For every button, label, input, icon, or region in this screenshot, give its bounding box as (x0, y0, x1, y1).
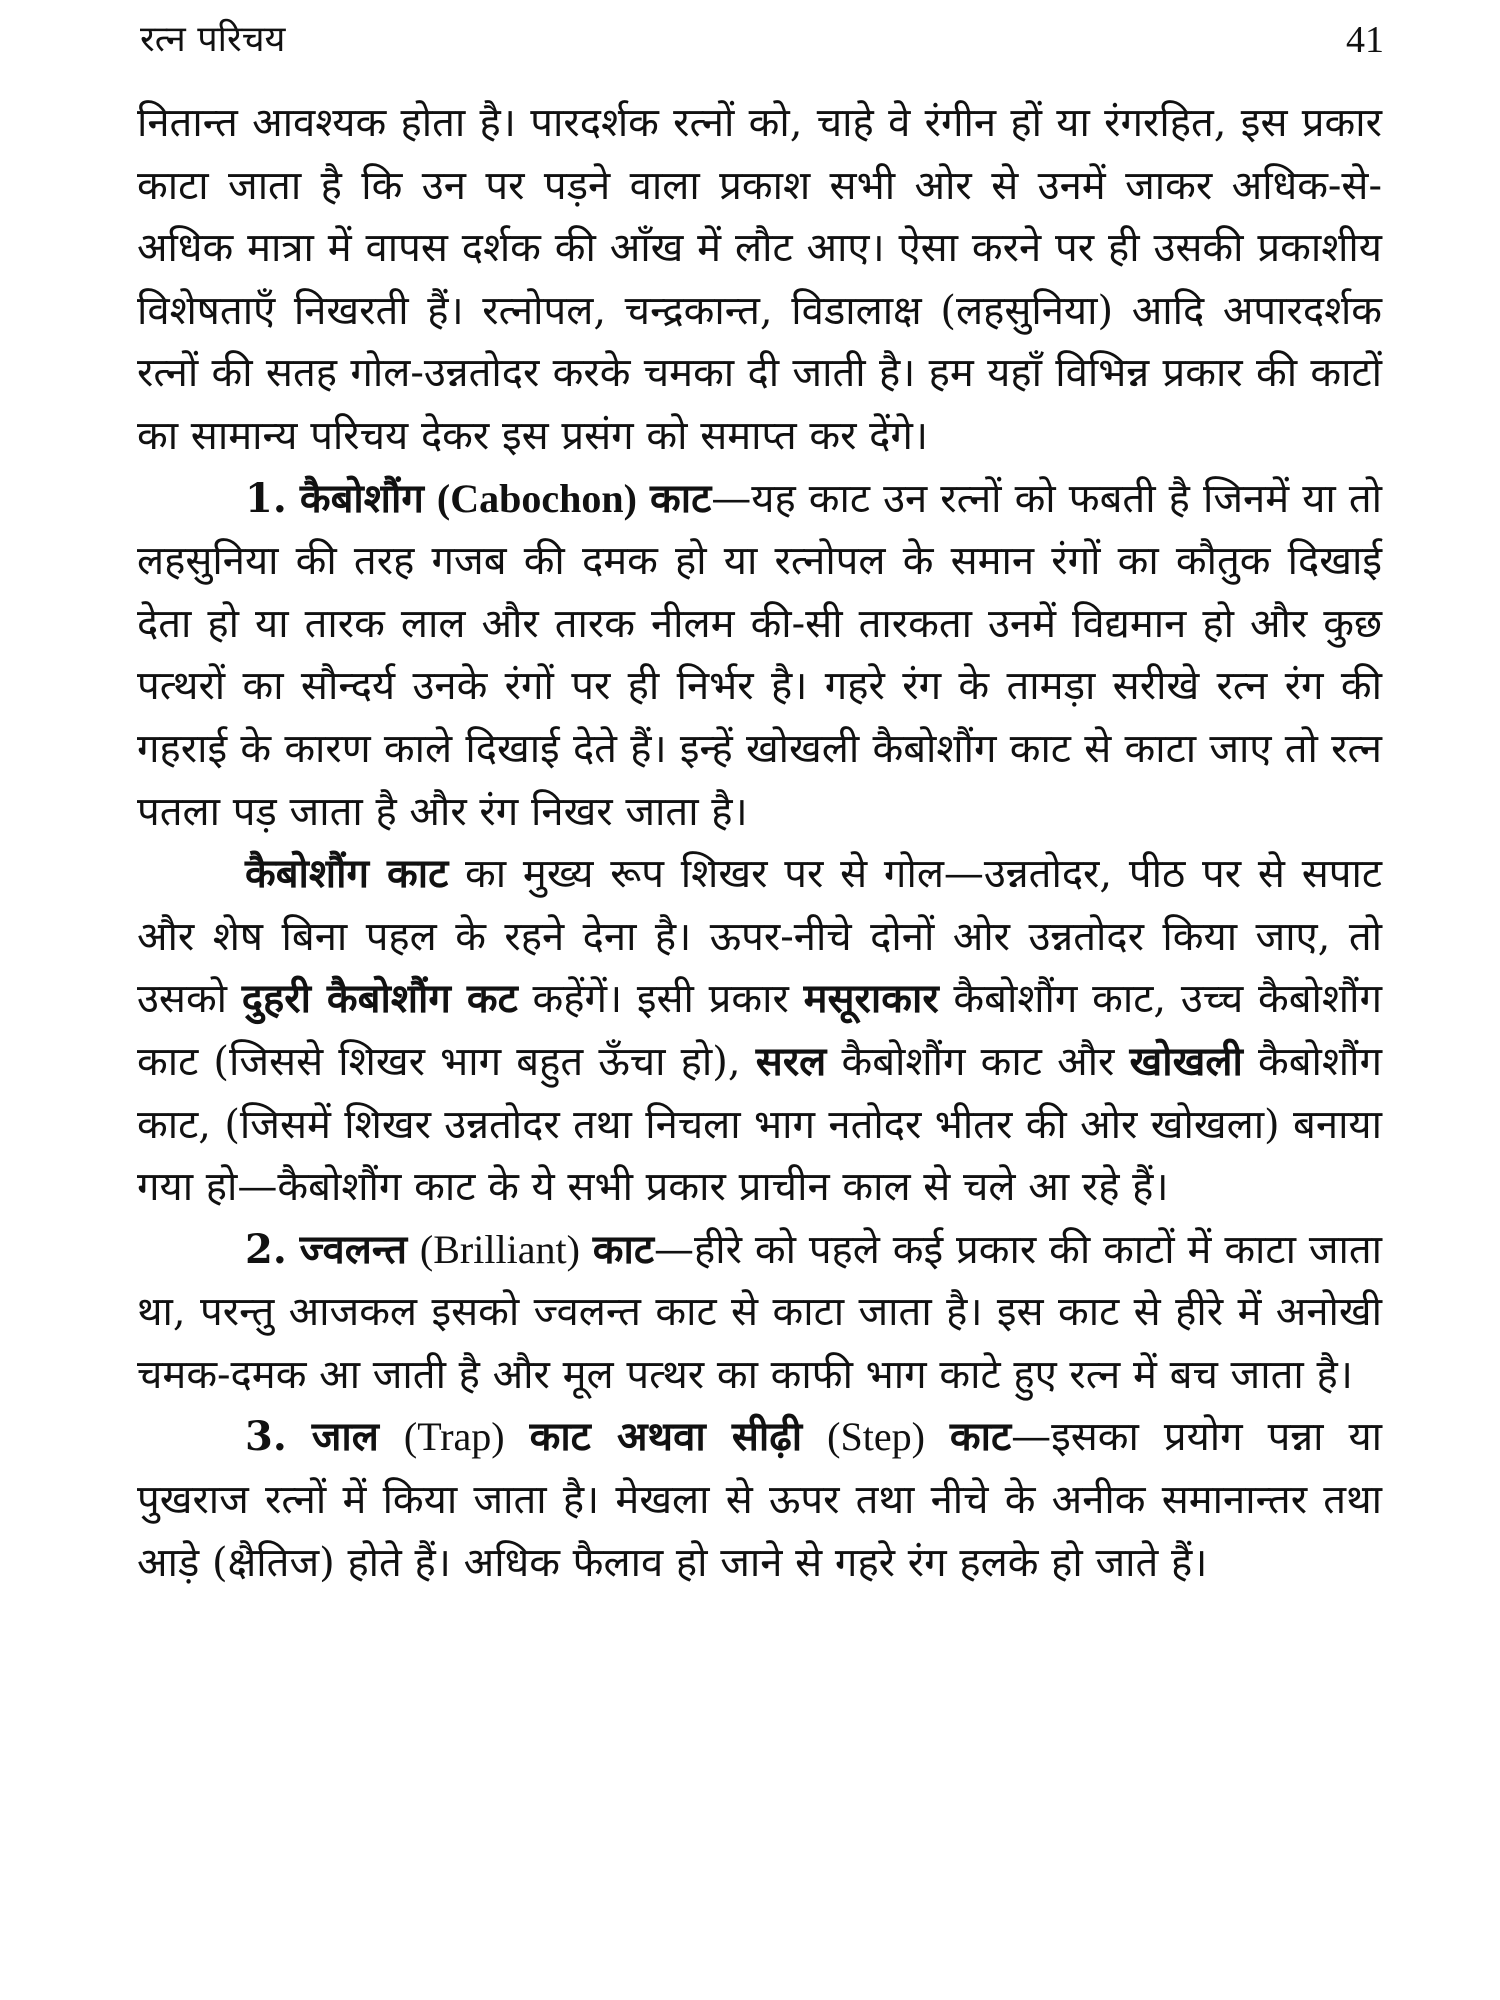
lentil-shape-term: मसूराकार (803, 975, 939, 1023)
cabochon-text: —यह काट उन रत्नों को फबती है जिनमें या तो लहसुनिया की तरह गजब की दमक हो या रत्नोपल के समान रंगों का कौतुक दिखाई देता हो या तारक लाल और तारक नीलम की-सी तारकता उनमें विद्यमान हो और कुछ पत्थरों का सौन्दर्य उनके रंगों पर ही निर्भर है। गहरे रंग के तामड़ा सरीखे रत्न रंग की गहराई के कारण काले दिखाई देते हैं। इन्हें खोखली कैबोशौंग काट से काटा जाए तो रत्न पतला पड़ जाता है और रंग निखर जाता है। (137, 475, 1382, 835)
types-text-2: कहेंगें। इसी प्रकार (517, 976, 804, 1023)
simple-term: सरल (755, 1037, 827, 1085)
types-text-5: कैबोशौंग काट, (जिसमें शिखर उन्नतोदर तथा निचला भाग नतोदर भीतर की ओर खोखला) बनाया गया हो—कैबोशौंग काट के ये सभी प्रकार प्राचीन काल से चले आ रहे हैं। (137, 1038, 1382, 1211)
step-heading: काट अथवा सीढ़ी (529, 1413, 803, 1461)
page-number: 41 (1346, 19, 1384, 61)
cabochon-cut-term: कैबोशौंग काट (245, 850, 449, 898)
paragraph-cabochon (137, 468, 1382, 844)
paragraph-brilliant (137, 1219, 1382, 1407)
step-number: 3. (245, 1413, 287, 1461)
cabochon-number: 1. (245, 474, 287, 522)
intro-text: नितान्त आवश्यक होता है। पारदर्शक रत्नों को, चाहे वे रंगीन हों या रंगरहित, इस प्रकार काटा जाता है कि उन पर पड़ने वाला प्रकाश सभी ओर से उनमें जाकर अधिक-से-अधिक मात्रा में वापस दर्शक की आँख में लौट आए। ऐसा करने पर ही उसकी प्रकाशीय विशेषताएँ निखरती हैं। रत्नोपल, चन्द्रकान्त, विडालाक्ष (लहसुनिया) आदि अपारदर्शक रत्नों की सतह गोल-उन्नतोदर करके चमका दी जाती है। हम यहाँ विभिन्न प्रकार की काटों का सामान्य परिचय देकर इस प्रसंग को समाप्त कर देंगे। (137, 100, 1382, 459)
types-text-3: कैबोशौंग काट, उच्च कैबोशौंग काट (जिससे शिखर भाग बहुत ऊँचा हो), (137, 976, 1382, 1085)
types-text-1: का मुख्य रूप शिखर पर से गोल—उन्नतोदर, पीठ पर से सपाट और शेष बिना पहल के रहने देना है। ऊपर-नीचे दोनों ओर उन्नतोदर किया जाए, तो उसको (137, 851, 1383, 1023)
paragraph-cabochon-types (137, 843, 1382, 1219)
brilliant-text: —हीरे को पहले कई प्रकार की काटों में काटा जाता था, परन्तु आजकल इसको ज्वलन्त काट से काटा जाता है। इस काट से हीरे में अनोखी चमक-दमक आ जाती है और मूल पत्थर का काफी भाग काटे हुए रत्न में बच जाता है। (137, 1226, 1383, 1398)
page-body (137, 92, 1382, 1594)
trap-heading: जाल (311, 1413, 379, 1461)
double-cabochon-term: दुहरी कैबोशौंग कट (241, 975, 518, 1023)
trap-english-term: (Trap) (403, 1414, 505, 1460)
paragraph-intro (137, 92, 1382, 468)
hollow-term: खोखली (1129, 1037, 1243, 1085)
paragraph-step-cut (137, 1406, 1382, 1594)
brilliant-number: 2. (245, 1225, 287, 1273)
brilliant-heading-suffix: काट (592, 1225, 655, 1273)
step-heading-suffix: काट (949, 1413, 1012, 1461)
brilliant-heading: ज्वलन्त (299, 1225, 408, 1273)
types-text-4: कैबोशौंग काट और (826, 1038, 1130, 1085)
running-title: रत्न परिचय (140, 19, 286, 60)
cabochon-heading-suffix: काट (650, 474, 712, 522)
brilliant-english-term: (Brilliant) (419, 1226, 580, 1272)
step-english-term: (Step) (827, 1414, 925, 1460)
step-text: —इसका प्रयोग पन्ना या पुखराज रत्नों में किया जाता है। मेखला से ऊपर तथा नीचे के अनीक समानान्तर तथा आड़े (क्षैतिज) होते हैं। अधिक फैलाव हो जाने से गहरे रंग हलके हो जाते हैं। (137, 1414, 1383, 1586)
cabochon-english-term: (Cabochon) (436, 475, 637, 521)
cabochon-heading: कैबोशौंग (299, 474, 424, 522)
